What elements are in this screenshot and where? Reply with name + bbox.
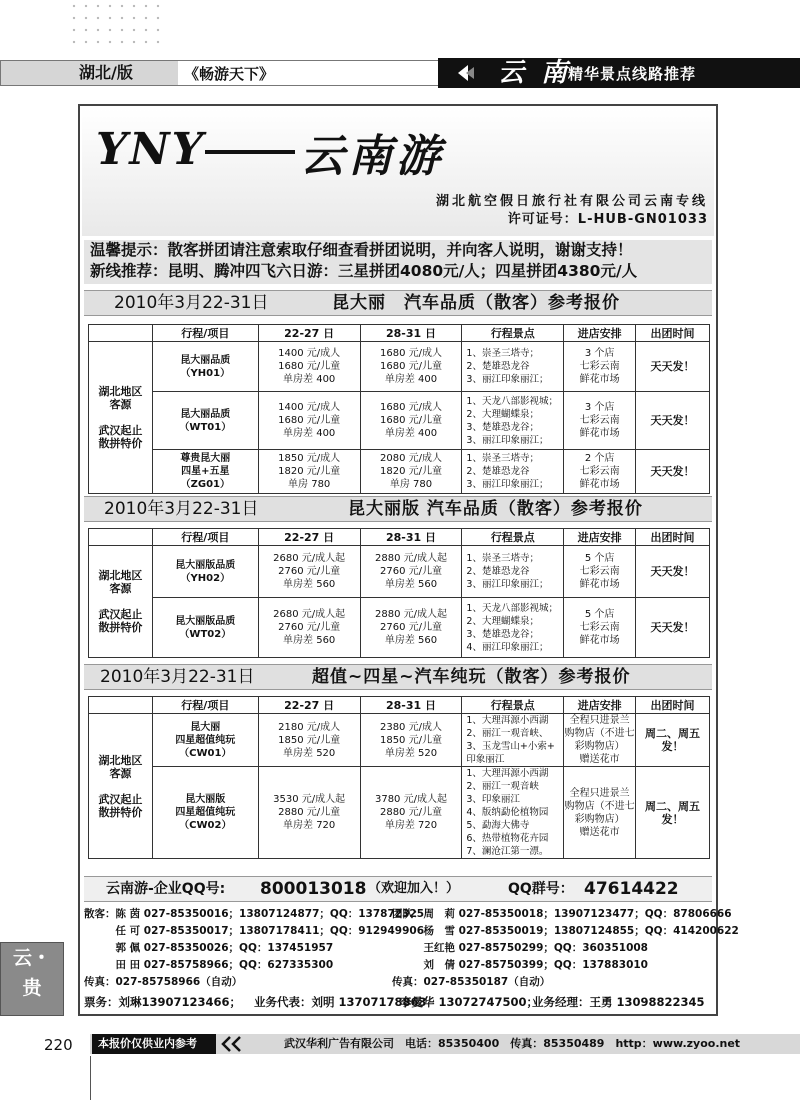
shops-cell: 5 个店 七彩云南 鲜花市场 xyxy=(564,546,636,598)
contact-line: 传真：027-85350187（自动） xyxy=(392,976,551,988)
product-cell: 昆大丽品质 （YH01） xyxy=(152,342,258,392)
col-header: 行程景点 xyxy=(462,697,564,714)
price-cell: 2080 元/成人 1820 元/儿童 单房 780 xyxy=(360,450,462,494)
logo-script: YNY xyxy=(96,124,206,175)
qq-enterprise-label: 云南游-企业QQ号: xyxy=(106,881,226,897)
section-3-header xyxy=(84,664,712,690)
spots-cell: 1、大理洱源小西湖 2、丽江一观音峡 3、印象丽江 4、版纳勐伦植物园 5、勐海大佛寺 6、热带植物花卉园 7、澜沧江第一漂。 xyxy=(462,767,564,859)
contact-line: 刘 倩 027-85750399；QQ：137883010 xyxy=(392,959,648,971)
price-cell: 1400 元/成人 1680 元/儿童 单房差 400 xyxy=(258,342,360,392)
col-header: 进店安排 xyxy=(564,529,636,546)
contact-line: 传真：027-85758966（自动） xyxy=(84,976,243,988)
col-header: 22-27 日 xyxy=(258,325,360,342)
logo-dash xyxy=(205,150,295,154)
section-2-header xyxy=(84,496,712,522)
qq-group-label: QQ群号： xyxy=(508,881,574,897)
price-cell: 2180 元/成人 1850 元/儿童 单房差 520 xyxy=(258,714,360,767)
price-table-2 xyxy=(88,528,710,658)
table-row xyxy=(89,342,710,392)
col-header: 行程/项目 xyxy=(152,325,258,342)
region-cell: 湖北地区 客源 武汉起止 散拼特价 xyxy=(89,714,153,859)
price-cell: 2680 元/成人起 2760 元/儿童 单房差 560 xyxy=(258,598,360,658)
spots-cell: 1、天龙八部影视城； 2、大理蝴蝶泉； 3、楚雄恐龙谷； 4、丽江印象丽江； xyxy=(462,598,564,658)
table-row xyxy=(89,392,710,450)
qq-enterprise-number: 800013018 xyxy=(260,879,367,899)
section-date: 2010年3月22-31日 xyxy=(104,499,259,519)
side-tab-line1: 云・ xyxy=(12,947,51,969)
section-title: 超值~四星~汽车纯玩（散客）参考报价 xyxy=(312,667,631,687)
decorative-dot-grid xyxy=(68,0,160,48)
footer-disclaimer: 本报价仅供业内参考 xyxy=(92,1034,216,1054)
spots-cell: 1、天龙八部影视城； 2、大理蝴蝶泉； 3、楚雄恐龙谷； 3、丽江印象丽江； xyxy=(462,392,564,450)
license-number: 许可证号：L-HUB-GN01033 xyxy=(507,212,708,227)
price-cell: 2880 元/成人起 2760 元/儿童 单房差 560 xyxy=(360,546,462,598)
price-cell: 3530 元/成人起 2880 元/儿童 单房差 720 xyxy=(258,767,360,859)
shops-cell: 全程只进景兰 购物店（不进七 彩购物店） 赠送花市 xyxy=(564,715,635,765)
section-date: 2010年3月22-31日 xyxy=(100,667,255,687)
product-cell: 昆大丽 四星超值纯玩 （CW01） xyxy=(152,714,258,767)
col-header: 22-27 日 xyxy=(258,529,360,546)
spots-cell: 1、崇圣三塔寺； 2、楚雄恐龙谷 3、丽江印象丽江； xyxy=(462,546,564,598)
price-cell: 1400 元/成人 1680 元/儿童 单房差 400 xyxy=(258,392,360,450)
contact-line: 郭 佩 027-85350026；QQ：137451957 xyxy=(84,942,334,954)
spots-cell: 1、大理洱源小西湖 2、丽江一观音峡、 3、玉龙雪山+小索+ 印象丽江 xyxy=(462,714,564,767)
contact-line: 散客：陈 茵 027-85350016；13807124877；QQ：137872325 xyxy=(84,908,425,920)
table-row xyxy=(89,546,710,598)
col-header: 进店安排 xyxy=(564,697,636,714)
col-header: 出团时间 xyxy=(636,325,710,342)
table-row xyxy=(89,767,710,859)
magazine-title: 《畅游天下》 xyxy=(178,60,438,86)
price-cell: 3780 元/成人起 2880 元/儿童 单房差 720 xyxy=(360,767,462,859)
section-date: 2010年3月22-31日 xyxy=(114,293,269,313)
col-header: 进店安排 xyxy=(564,325,636,342)
page-number: 220 xyxy=(44,1036,73,1054)
qq-row xyxy=(84,876,712,902)
qq-group-number: 47614422 xyxy=(584,879,679,899)
col-header: 出团时间 xyxy=(636,529,710,546)
contact-line: 团队：周 莉 027-85350018；13907123477；QQ：87806666 xyxy=(392,908,732,920)
side-tab xyxy=(0,942,64,1016)
li-contact: 李曼华 13072747500； xyxy=(400,995,539,1009)
col-header: 28-31 日 xyxy=(360,697,462,714)
price-cell: 1680 元/成人 1680 元/儿童 单房差 400 xyxy=(360,342,462,392)
price-table-3 xyxy=(88,696,710,859)
price-cell: 2380 元/成人 1850 元/儿童 单房差 520 xyxy=(360,714,462,767)
region-name: 云 南 xyxy=(498,58,572,88)
shops-cell: 5 个店 七彩云南 鲜花市场 xyxy=(564,598,636,658)
section-title: 昆大丽版 汽车品质（散客）参考报价 xyxy=(348,499,643,519)
price-cell: 1680 元/成人 1680 元/儿童 单房差 400 xyxy=(360,392,462,450)
company-name: 湖北航空假日旅行社有限公司云南专线 xyxy=(435,194,708,209)
col-header: 行程景点 xyxy=(462,325,564,342)
arrow-left-icon xyxy=(456,63,476,83)
product-cell: 昆大丽版品质 （WT02） xyxy=(152,598,258,658)
shops-cell: 3 个店 七彩云南 鲜花市场 xyxy=(564,392,636,450)
departure-cell: 天天发！ xyxy=(636,450,710,494)
departure-cell: 周二、周五发！ xyxy=(636,767,710,859)
logo-chinese: 云南游 xyxy=(300,131,444,182)
footer-line xyxy=(90,1056,91,1100)
price-cell: 2680 元/成人起 2760 元/儿童 单房差 560 xyxy=(258,546,360,598)
shops-cell: 全程只进景兰 购物店（不进七 彩购物店） 赠送花市 xyxy=(564,767,636,859)
departure-cell: 天天发！ xyxy=(636,342,710,392)
col-header: 22-27 日 xyxy=(258,697,360,714)
region-cell: 湖北地区 客源 武汉起止 散拼特价 xyxy=(89,342,153,494)
col-header: 出团时间 xyxy=(636,697,710,714)
side-tab-line2: 贵 xyxy=(22,977,42,999)
spots-cell: 1、崇圣三塔寺； 2、楚雄恐龙谷 3、丽江印象丽江； xyxy=(462,450,564,494)
rep-contact: 业务代表：刘明 13707178863 xyxy=(254,995,427,1009)
price-cell: 2880 元/成人起 2760 元/儿童 单房差 560 xyxy=(360,598,462,658)
product-cell: 昆大丽版品质 （YH02） xyxy=(152,546,258,598)
chevron-left-icon xyxy=(220,1036,244,1052)
manager-contact: 业务经理：王勇 13098822345 xyxy=(532,995,705,1009)
ticketing-contact: 票务：刘琳13907123466； xyxy=(84,995,242,1009)
section-title: 昆大丽 汽车品质（散客）参考报价 xyxy=(332,293,620,313)
table-row xyxy=(89,714,710,767)
section-1-header xyxy=(84,290,712,316)
col-header: 行程/项目 xyxy=(152,529,258,546)
spots-cell: 1、崇圣三塔寺； 2、楚雄恐龙谷 3、丽江印象丽江； xyxy=(462,342,564,392)
contact-line: 任 可 027-85350017；13807178411；QQ：912949906 xyxy=(84,925,425,937)
contact-line: 杨 雪 027-85350019；13807124855；QQ：414200622 xyxy=(392,925,739,937)
sales-contacts xyxy=(82,994,714,1012)
product-cell: 尊贵昆大丽 四星+五星 （ZG01） xyxy=(152,450,258,494)
product-cell: 昆大丽品质 （WT01） xyxy=(152,392,258,450)
product-cell: 昆大丽版 四星超值纯玩 （CW02） xyxy=(152,767,258,859)
shops-cell: 2 个店 七彩云南 鲜花市场 xyxy=(564,450,636,494)
table-row xyxy=(89,598,710,658)
notice-new-route: 新线推荐：昆明、腾冲四飞六日游：三星拼团4080元/人；四星拼团4380元/人 xyxy=(90,262,638,280)
col-header: 28-31 日 xyxy=(360,325,462,342)
region-banner xyxy=(438,58,800,88)
table-row xyxy=(89,450,710,494)
qq-welcome: （欢迎加入！） xyxy=(368,881,460,896)
col-header: 28-31 日 xyxy=(360,529,462,546)
col-header: 行程/项目 xyxy=(152,697,258,714)
contact-line: 王红艳 027-85750299；QQ：360351008 xyxy=(392,942,648,954)
price-table-1 xyxy=(88,324,710,494)
price-cell: 1850 元/成人 1820 元/儿童 单房 780 xyxy=(258,450,360,494)
notice-box xyxy=(84,240,712,284)
col-header: 行程景点 xyxy=(462,529,564,546)
edition-label: 湖北/版 xyxy=(0,60,185,86)
footer-agency: 武汉华利广告有限公司 电话：85350400 传真：85350489 http：www.zyoo.net xyxy=(284,1037,741,1050)
contact-line: 田 田 027-85758966；QQ：627335300 xyxy=(84,959,334,971)
notice-tip: 温馨提示：散客拼团请注意索取仔细查看拼团说明，并向客人说明，谢谢支持！ xyxy=(90,241,633,259)
departure-cell: 天天发！ xyxy=(636,546,710,598)
shops-cell: 3 个店 七彩云南 鲜花市场 xyxy=(564,342,636,392)
departure-cell: 天天发！ xyxy=(636,392,710,450)
contacts xyxy=(82,904,739,988)
departure-cell: 天天发！ xyxy=(636,598,710,658)
departure-cell: 周二、周五发！ xyxy=(636,714,710,767)
region-cell: 湖北地区 客源 武汉起止 散拼特价 xyxy=(89,546,153,658)
region-tagline: 精华景点线路推荐 xyxy=(568,65,697,83)
